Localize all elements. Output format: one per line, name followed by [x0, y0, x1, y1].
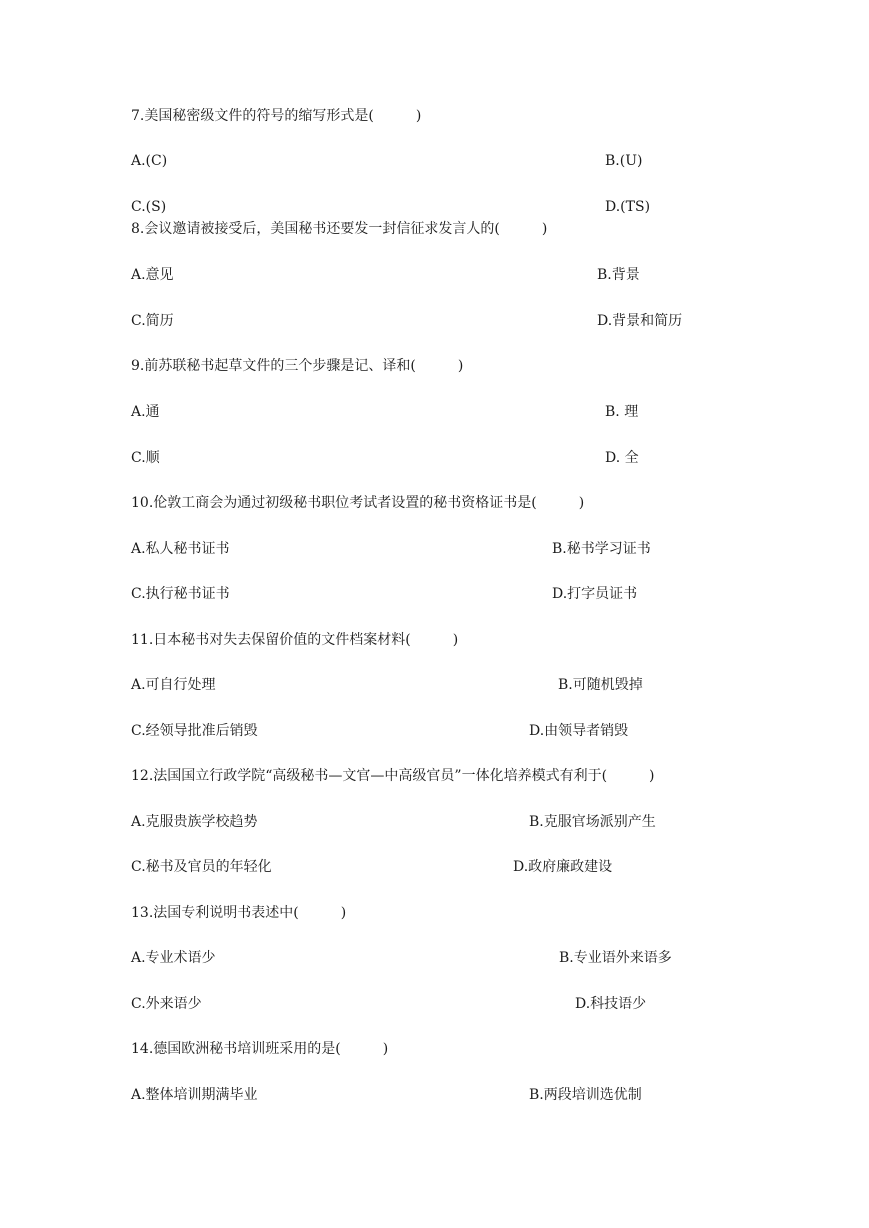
question-10-option-c: C.执行秘书证书: [131, 586, 230, 602]
question-13-option-b: B.专业语外来语多: [559, 950, 672, 966]
question-12-option-c: C.秘书及官员的年轻化: [131, 859, 272, 875]
question-11-option-a: A.可自行处理: [131, 677, 216, 693]
question-10-option-b: B.秘书学习证书: [552, 541, 651, 557]
question-12-option-a: A.克服贵族学校趋势: [131, 814, 258, 830]
question-11-option-d: D.由领导者销毁: [529, 723, 629, 739]
question-11-option-b: B.可随机毁掉: [558, 677, 643, 693]
question-10-option-a: A.私人秘书证书: [131, 541, 230, 557]
question-7-option-c: C.(S): [131, 199, 167, 215]
question-9-stem: 9.前苏联秘书起草文件的三个步骤是记、译和( ): [131, 358, 464, 374]
question-9-option-c: C.顺: [131, 450, 160, 466]
question-10-option-d: D.打字员证书: [552, 586, 638, 602]
question-9-option-b: B. 理: [605, 404, 639, 420]
question-8-option-a: A.意见: [131, 267, 174, 283]
question-14-stem: 14.德国欧洲秘书培训班采用的是( ): [131, 1041, 389, 1057]
question-9-option-a: A.通: [131, 404, 160, 420]
question-7-option-a: A.(C): [131, 153, 168, 169]
question-10-stem: 10.伦敦工商会为通过初级秘书职位考试者设置的秘书资格证书是( ): [131, 495, 585, 511]
question-12-option-d: D.政府廉政建设: [513, 859, 613, 875]
question-8-option-d: D.背景和简历: [597, 313, 683, 329]
question-7-option-d: D.(TS): [605, 199, 651, 215]
question-11-option-c: C.经领导批准后销毁: [131, 723, 258, 739]
question-12-stem: 12.法国国立行政学院“高级秘书—文官—中高级官员”一体化培养模式有利于( ): [131, 768, 655, 784]
question-9-option-d: D. 全: [605, 450, 639, 466]
question-14-option-b: B.两段培训选优制: [529, 1087, 642, 1103]
question-12-option-b: B.克服官场派别产生: [529, 814, 656, 830]
question-7-stem: 7.美国秘密级文件的符号的缩写形式是( ): [131, 108, 422, 124]
question-13-option-d: D.科技语少: [575, 996, 647, 1012]
question-14-option-a: A.整体培训期满毕业: [131, 1087, 258, 1103]
question-8-option-c: C.简历: [131, 313, 174, 329]
question-13-stem: 13.法国专利说明书表述中( ): [131, 905, 347, 921]
question-7-option-b: B.(U): [605, 153, 643, 169]
question-8-option-b: B.背景: [597, 267, 640, 283]
question-13-option-a: A.专业术语少: [131, 950, 216, 966]
question-8-stem: 8.会议邀请被接受后，美国秘书还要发一封信征求发言人的( ): [131, 221, 548, 237]
question-13-option-c: C.外来语少: [131, 996, 202, 1012]
question-11-stem: 11.日本秘书对失去保留价值的文件档案材料( ): [131, 632, 459, 648]
